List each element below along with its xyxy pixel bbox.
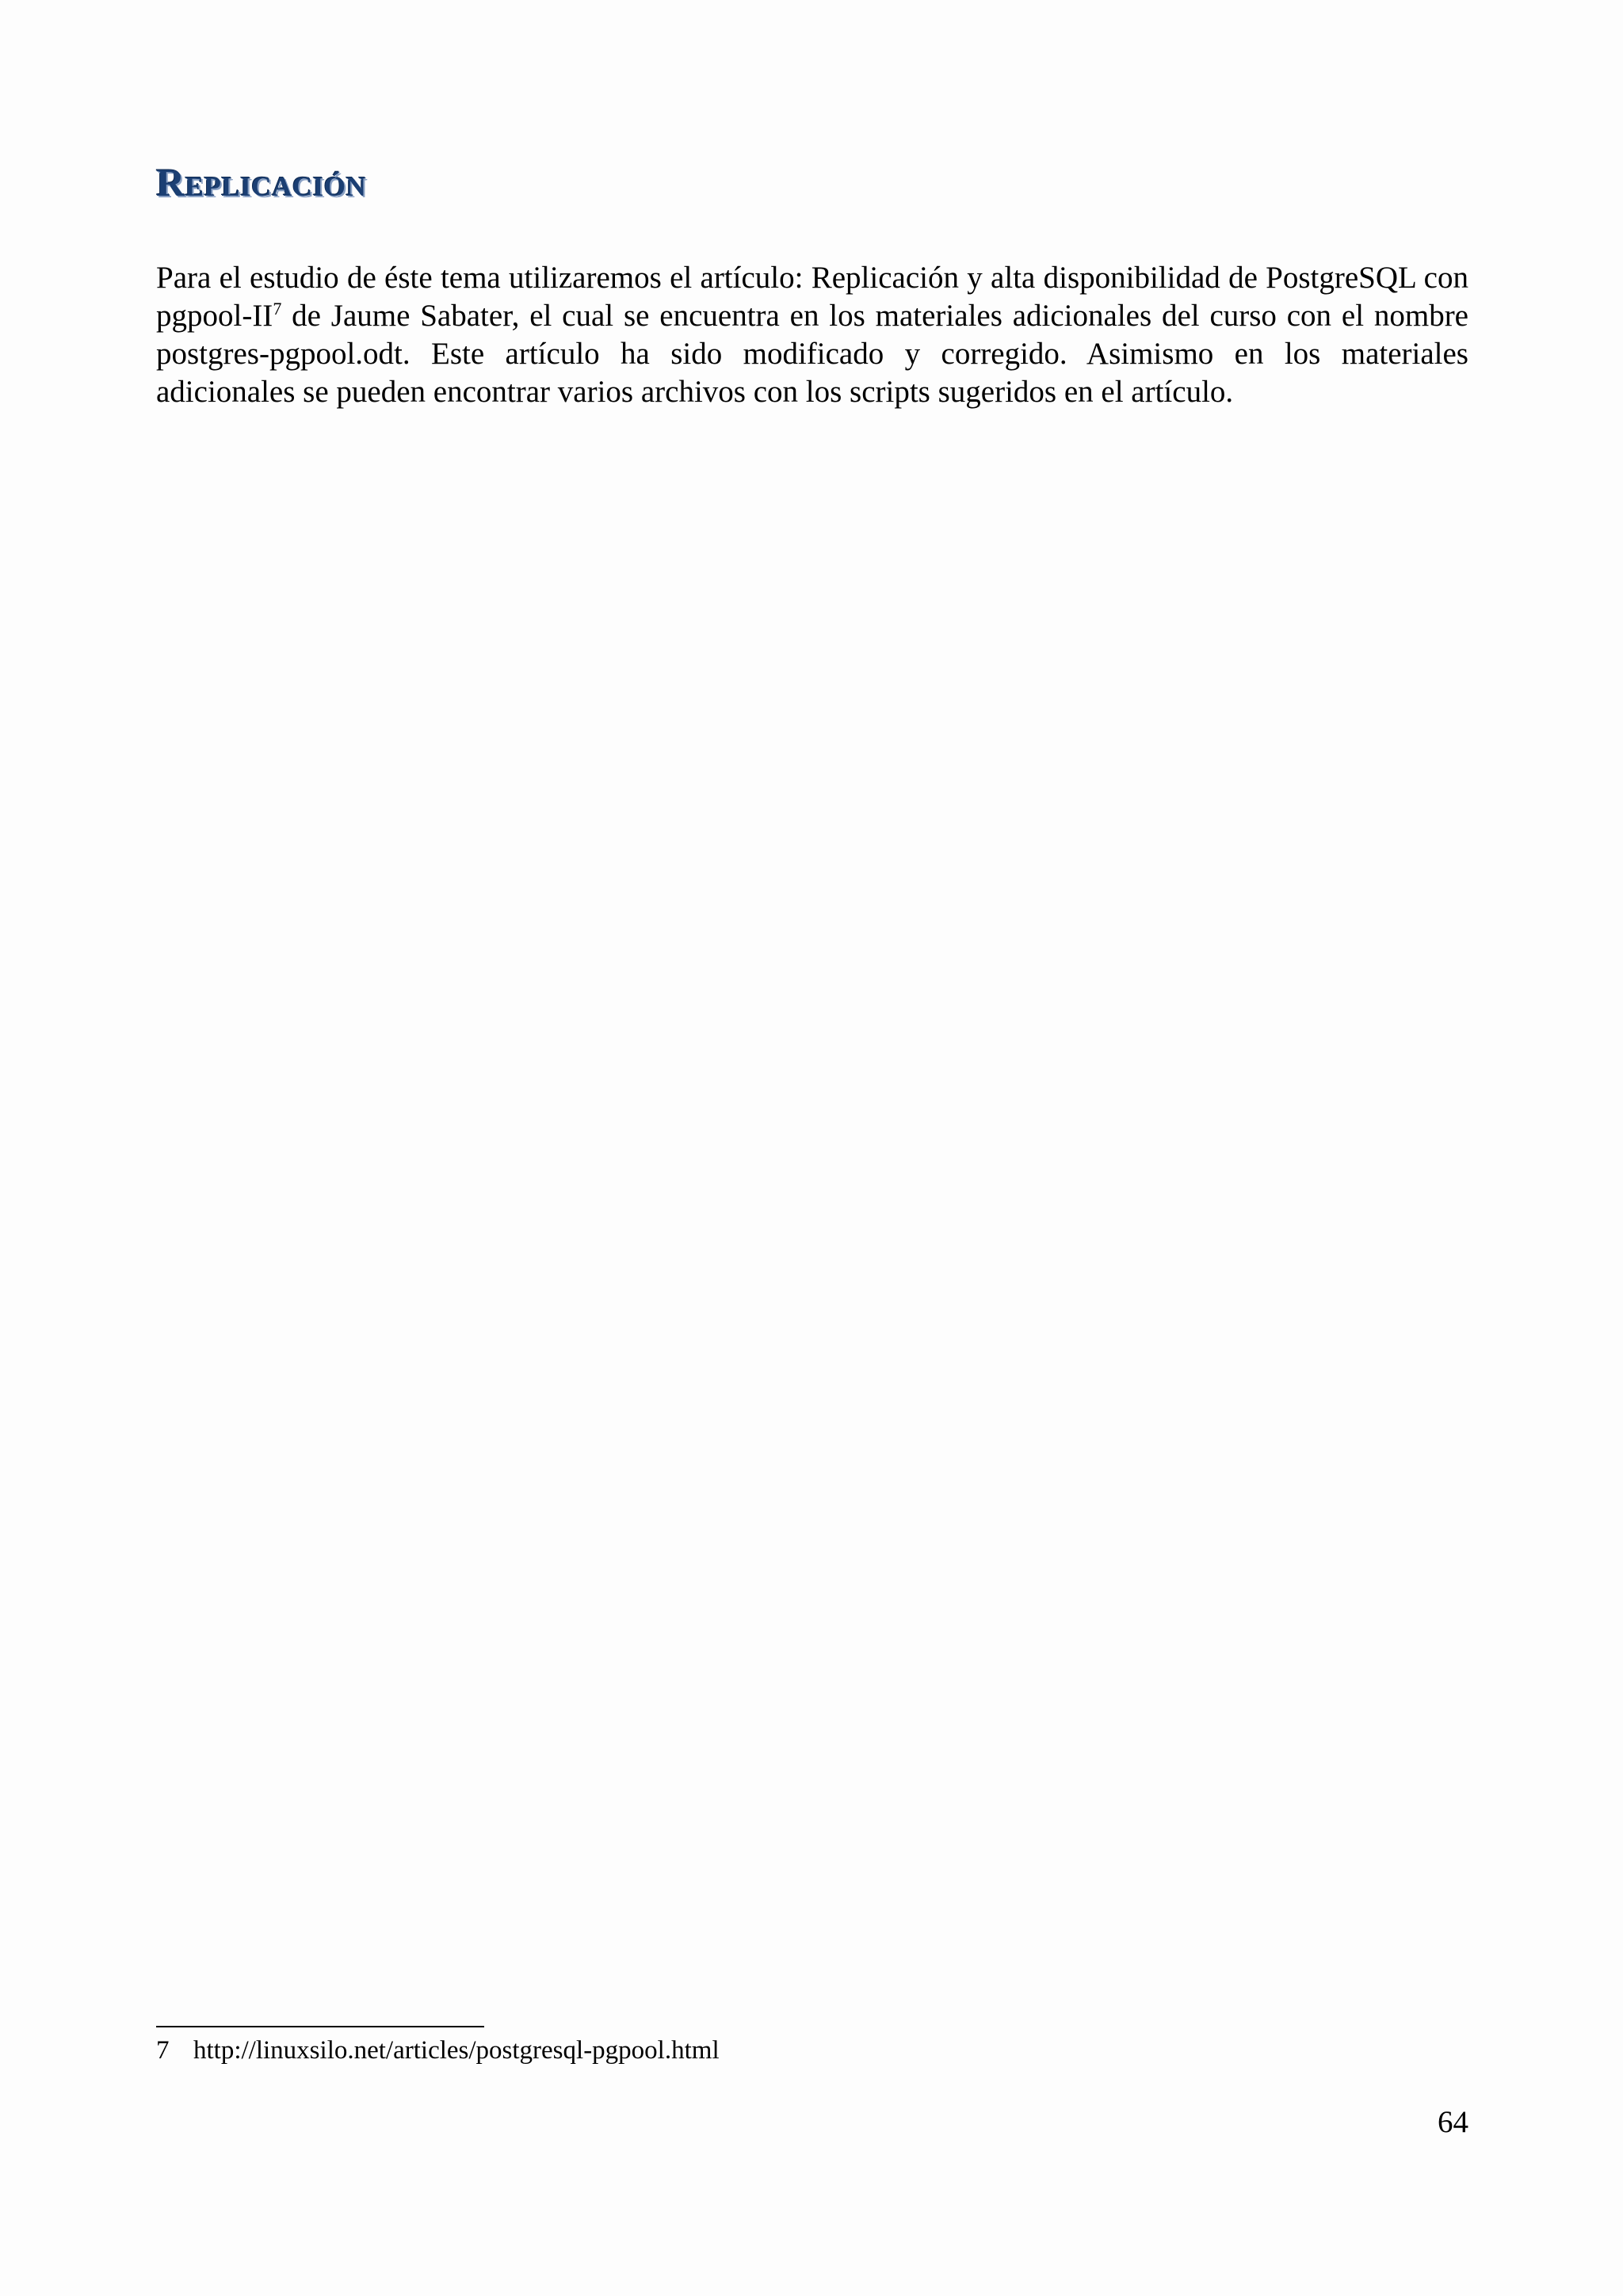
footnote	[156, 2033, 720, 2068]
footnote-link[interactable]: http://linuxsilo.net/articles/postgresql-pgpool.html	[193, 2036, 720, 2065]
paragraph-text-part2: de Jaume Sabater, el cual se encuentra en los materiales adicionales del curso con el nombre postgres-pgpool.odt. Este artículo ha sido modificado y corregido. Asimismo en los materiales adicionales se pueden encontrar varios archivos con los scripts sugeridos en el artículo.	[156, 299, 1468, 409]
footnote-reference[interactable]: 7	[273, 299, 282, 318]
page-number: 64	[1438, 2105, 1468, 2139]
footnote-separator	[156, 2026, 484, 2027]
section-heading: Replicación	[156, 160, 367, 204]
footnote-number: 7	[156, 2036, 170, 2065]
body-paragraph	[156, 259, 1468, 411]
paragraph-text-part1: Para el estudio de éste tema utilizaremos el artículo: Replicación y alta disponibilidad de PostgreSQL con pgpool-II	[156, 261, 1468, 333]
